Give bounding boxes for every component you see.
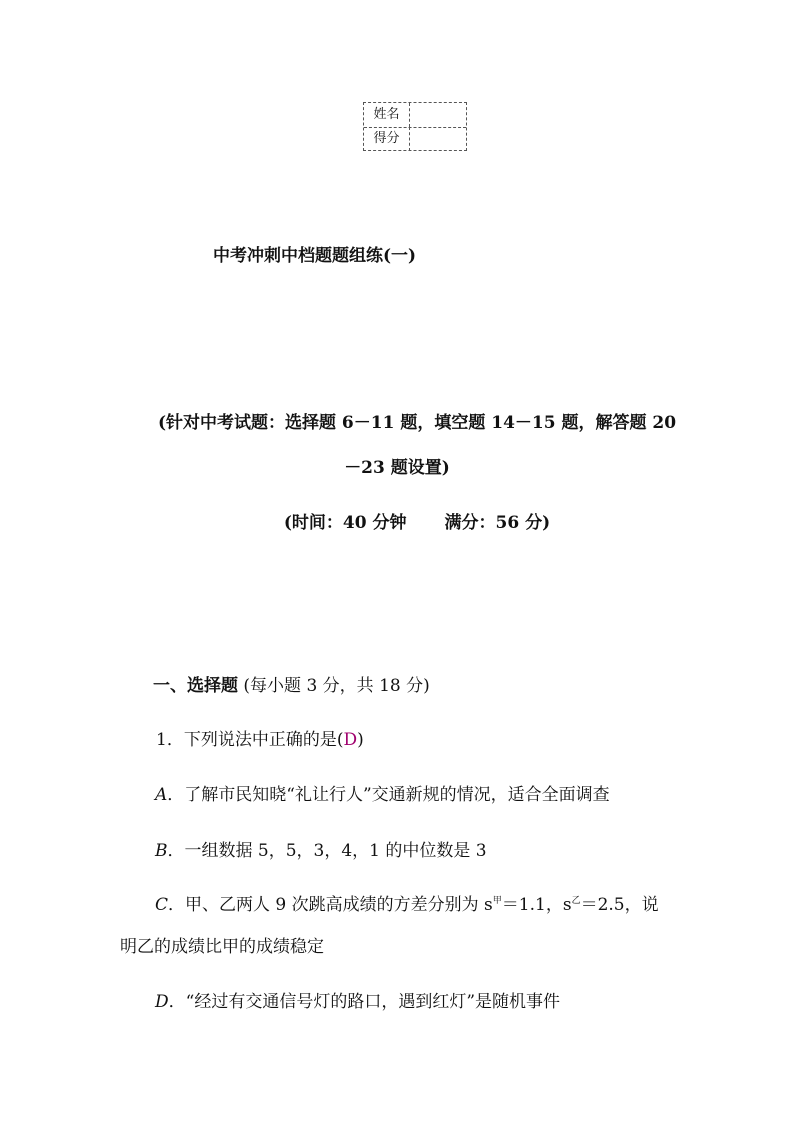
option-a-text: ．了解市民知晓“礼让行人”交通新规的情况，适合全面调查 [167,785,610,805]
option-b-letter: B [155,841,168,861]
score-row [364,127,466,151]
section-title: 一、选择题 [153,676,238,696]
question-stem: 1．下列说法中正确的是( [156,730,344,750]
option-b-text: ．一组数据 5，5，3，4，1 的中位数是 3 [167,841,487,861]
option-d-text: ．“经过有交通信号灯的路口，遇到红灯”是随机事件 [168,992,561,1012]
time-limit: (时间：40 分钟 [283,513,407,533]
option-c-text-pre: ．甲、乙两人 9 次跳高成绩的方差分别为 s [168,895,493,915]
full-score: 满分：56 分) [444,513,551,533]
option-c-text-post: ＝2.5，说 [580,895,659,915]
option-c-letter: C [155,895,169,915]
name-score-box [363,102,467,151]
option-a-letter: A [155,785,168,805]
time-score-line [0,508,794,533]
question-close: ) [357,730,364,750]
section-note: (每小题 3 分，共 18 分) [243,676,430,696]
page-title: 中考冲刺中档题题组练(一) [213,246,417,266]
variance-sub-jia: 甲 [492,896,502,906]
question-1 [156,725,364,750]
score-label: 得分 [364,127,410,151]
name-label: 姓名 [364,103,410,127]
option-c-text-mid: ＝1.1，s [501,895,572,915]
section-heading [153,671,430,696]
option-c-line-2: 明乙的成绩比甲的成绩稳定 [120,937,324,957]
scope-line-1: (针对中考试题：选择题 6－11 题，填空题 14－15 题，解答题 20 [157,413,677,433]
name-row [364,103,466,128]
answer-text: D [343,730,358,750]
option-c [155,890,659,915]
option-d-letter: D [155,992,169,1012]
option-a [155,780,610,805]
scope-line-2: －23 题设置) [344,458,450,478]
option-d [155,987,560,1012]
variance-sub-yi: 乙 [571,896,581,906]
option-b [155,836,487,861]
